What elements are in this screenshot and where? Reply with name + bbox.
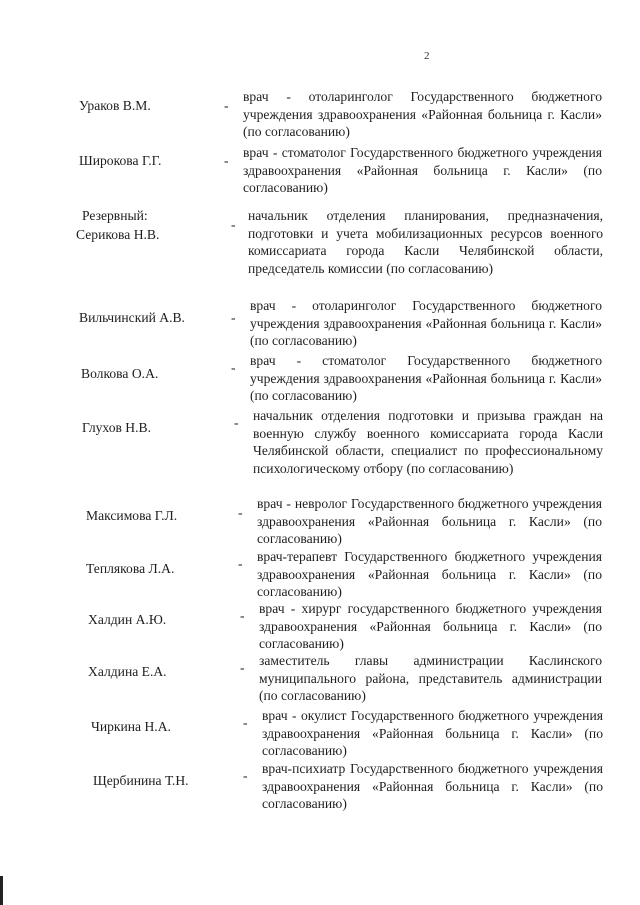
reserve-label: Резервный: bbox=[82, 208, 148, 223]
member-name: Халдин А.Ю. bbox=[88, 612, 167, 627]
member-name: Халдина Е.А. bbox=[88, 664, 167, 679]
member-role: врач - невролог Государственного бюджетного учреждения здравоохранения «Районная больница г. Касли» (по согласованию) bbox=[257, 496, 602, 546]
dash-separator: - bbox=[231, 310, 236, 325]
member-role: врач - окулист Государственного бюджетного учреждения здравоохранения «Районная больница г. Касли» (по согласованию) bbox=[262, 708, 603, 758]
member-name: Волкова О.А. bbox=[81, 366, 159, 381]
scan-edge-mark bbox=[0, 876, 3, 905]
member-role: врач - стоматолог Государственного бюджетного учреждения здравоохранения «Районная больница г. Касли» (по согласованию) bbox=[250, 353, 602, 403]
member-role: врач-психиатр Государственного бюджетного учреждения здравоохранения «Районная больница г. Касли» (по согласованию) bbox=[262, 761, 603, 811]
member-role: начальник отделения подготовки и призыва граждан на военную службу военного комиссариата города Касли Челябинской области, специалист по профессиональному психологическому отбору (по согласованию) bbox=[253, 408, 603, 476]
member-name: Теплякова Л.А. bbox=[86, 561, 175, 576]
member-name: Широкова Г.Г. bbox=[79, 153, 162, 168]
dash-separator: - bbox=[234, 415, 239, 430]
dash-separator: - bbox=[231, 360, 236, 375]
member-name: Максимова Г.Л. bbox=[86, 508, 178, 523]
member-role: врач - отоларинголог Государственного бюджетного учреждения здравоохранения «Районная больница г. Касли» (по согласованию) bbox=[250, 298, 602, 348]
page-number: 2 bbox=[424, 50, 430, 62]
member-name: Чиркина Н.А. bbox=[91, 719, 171, 734]
member-name: Глухов Н.В. bbox=[82, 420, 151, 435]
member-role: начальник отделения планирования, предназначения, подготовки и учета мобилизационных ресурсов военного комиссариата города Касли Челябинской области, председатель комиссии (по согласованию) bbox=[248, 208, 603, 276]
dash-separator: - bbox=[240, 608, 245, 623]
member-name: Щербинина Т.Н. bbox=[93, 773, 189, 788]
member-role: заместитель главы администрации Каслинского муниципального района, представитель администрации (по согласованию) bbox=[259, 653, 602, 703]
dash-separator: - bbox=[240, 660, 245, 675]
dash-separator: - bbox=[243, 715, 248, 730]
member-role: врач - стоматолог Государственного бюджетного учреждения здравоохранения «Районная больница г. Касли» (по согласованию) bbox=[243, 145, 602, 195]
dash-separator: - bbox=[224, 153, 229, 168]
dash-separator: - bbox=[224, 98, 229, 113]
member-role: врач - отоларинголог Государственного бюджетного учреждения здравоохранения «Районная больница г. Касли» (по согласованию) bbox=[243, 89, 602, 139]
member-name: Серикова Н.В. bbox=[76, 227, 160, 242]
dash-separator: - bbox=[238, 556, 243, 571]
member-role: врач - хирург государственного бюджетного учреждения здравоохранения «Районная больница г. Касли» (по согласованию) bbox=[259, 601, 602, 651]
dash-separator: - bbox=[231, 217, 236, 232]
member-name: Вильчинский А.В. bbox=[79, 310, 185, 325]
member-role: врач-терапевт Государственного бюджетного учреждения здравоохранения «Районная больница г. Касли» (по согласованию) bbox=[257, 549, 602, 599]
member-name: Ураков В.М. bbox=[79, 98, 151, 113]
dash-separator: - bbox=[243, 768, 248, 783]
dash-separator: - bbox=[238, 505, 243, 520]
